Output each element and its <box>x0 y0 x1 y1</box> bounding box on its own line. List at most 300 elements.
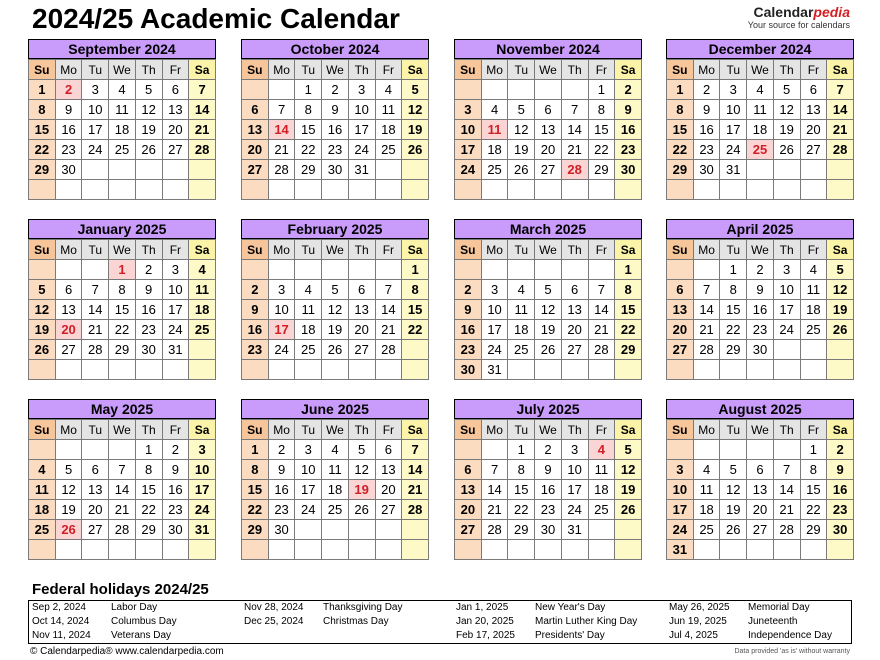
week-row <box>29 80 216 100</box>
holiday-name: Presidents' Day <box>535 630 605 641</box>
weekday-header: Tu <box>295 240 322 260</box>
day-cell <box>375 540 402 560</box>
day-cell <box>693 360 720 380</box>
week-row <box>455 340 642 360</box>
week-row <box>242 80 429 100</box>
day-cell: 12 <box>348 460 375 480</box>
day-cell <box>135 540 162 560</box>
day-cell: 22 <box>295 140 322 160</box>
day-cell: 17 <box>268 320 295 340</box>
weekday-header: Su <box>667 60 694 80</box>
weekday-header: Sa <box>402 240 429 260</box>
federal-holidays-title: Federal holidays 2024/25 <box>32 581 209 598</box>
holiday-date: Jul 4, 2025 <box>669 630 718 641</box>
weekday-header: Tu <box>295 60 322 80</box>
day-cell <box>588 540 615 560</box>
day-cell: 29 <box>109 340 136 360</box>
week-row <box>29 480 216 500</box>
day-cell: 17 <box>162 300 189 320</box>
day-cell: 9 <box>322 100 349 120</box>
day-cell: 30 <box>162 520 189 540</box>
weekday-header: Sa <box>615 240 642 260</box>
holiday-row <box>666 615 872 629</box>
holiday-name: Veterans Day <box>111 630 172 641</box>
day-cell: 3 <box>162 260 189 280</box>
month-title: August 2025 <box>666 399 854 419</box>
day-cell: 29 <box>720 340 747 360</box>
holiday-row <box>453 615 659 629</box>
day-cell: 9 <box>693 100 720 120</box>
holiday-row <box>241 615 447 629</box>
footer-copyright: © Calendarpedia® www.calendarpedia.com <box>30 646 224 657</box>
weekday-header: Sa <box>402 60 429 80</box>
week-row <box>29 540 216 560</box>
day-cell: 1 <box>667 80 694 100</box>
day-cell: 15 <box>508 480 535 500</box>
day-cell: 4 <box>322 440 349 460</box>
day-cell: 6 <box>348 280 375 300</box>
day-cell <box>402 360 429 380</box>
weekday-header: Mo <box>481 60 508 80</box>
day-cell: 28 <box>82 340 109 360</box>
day-cell: 8 <box>667 100 694 120</box>
week-row <box>455 260 642 280</box>
day-cell <box>508 180 535 200</box>
day-cell <box>402 180 429 200</box>
weekday-header: Tu <box>508 60 535 80</box>
day-cell: 5 <box>827 260 854 280</box>
week-row <box>667 320 854 340</box>
day-cell: 28 <box>268 160 295 180</box>
day-cell: 22 <box>242 500 269 520</box>
weekday-header: Mo <box>55 420 82 440</box>
holiday-date: Dec 25, 2024 <box>244 616 304 627</box>
day-cell: 10 <box>773 280 800 300</box>
weekday-header-row <box>455 60 642 80</box>
weekday-header-row <box>29 420 216 440</box>
day-cell: 14 <box>561 120 588 140</box>
day-cell: 6 <box>82 460 109 480</box>
day-cell: 14 <box>375 300 402 320</box>
day-cell: 16 <box>615 120 642 140</box>
day-cell <box>773 340 800 360</box>
day-cell: 11 <box>189 280 216 300</box>
day-cell: 17 <box>295 480 322 500</box>
day-cell <box>402 520 429 540</box>
day-cell: 15 <box>615 300 642 320</box>
day-cell: 15 <box>135 480 162 500</box>
weekday-header: Tu <box>82 60 109 80</box>
weekday-header: Su <box>29 420 56 440</box>
day-cell: 8 <box>29 100 56 120</box>
weekday-header: Fr <box>375 240 402 260</box>
day-cell: 5 <box>322 280 349 300</box>
day-cell: 11 <box>747 100 774 120</box>
day-cell: 11 <box>800 280 827 300</box>
day-cell: 14 <box>481 480 508 500</box>
week-row <box>667 480 854 500</box>
day-cell: 18 <box>375 120 402 140</box>
day-cell <box>773 360 800 380</box>
day-cell <box>535 180 562 200</box>
day-cell: 20 <box>55 320 82 340</box>
weekday-header: Mo <box>693 420 720 440</box>
day-cell: 8 <box>109 280 136 300</box>
day-cell: 3 <box>720 80 747 100</box>
day-cell: 22 <box>588 140 615 160</box>
weekday-header: We <box>109 420 136 440</box>
day-cell: 20 <box>800 120 827 140</box>
day-cell: 23 <box>268 500 295 520</box>
day-cell <box>189 160 216 180</box>
week-row <box>455 140 642 160</box>
day-cell: 6 <box>242 100 269 120</box>
day-cell <box>82 180 109 200</box>
weekday-header: Mo <box>481 240 508 260</box>
day-cell: 11 <box>375 100 402 120</box>
day-cell: 17 <box>189 480 216 500</box>
month-9 <box>241 399 429 560</box>
day-cell <box>693 440 720 460</box>
day-cell: 17 <box>773 300 800 320</box>
federal-holidays-table <box>28 600 852 644</box>
weekday-header: Tu <box>720 420 747 440</box>
day-cell: 29 <box>295 160 322 180</box>
day-cell: 23 <box>747 320 774 340</box>
day-cell <box>375 520 402 540</box>
day-cell <box>295 180 322 200</box>
week-row <box>29 280 216 300</box>
day-cell: 27 <box>747 520 774 540</box>
day-cell <box>348 360 375 380</box>
week-row <box>242 540 429 560</box>
day-cell <box>535 360 562 380</box>
weekday-header: Tu <box>295 420 322 440</box>
holiday-row <box>29 601 235 615</box>
day-cell: 10 <box>720 100 747 120</box>
day-cell: 9 <box>827 460 854 480</box>
day-cell: 4 <box>508 280 535 300</box>
day-cell: 10 <box>82 100 109 120</box>
day-cell: 2 <box>135 260 162 280</box>
logo-tagline: Your source for calendars <box>747 20 850 30</box>
day-cell: 25 <box>800 320 827 340</box>
weekday-header: Fr <box>588 60 615 80</box>
day-cell <box>481 80 508 100</box>
day-cell <box>800 160 827 180</box>
day-cell: 17 <box>455 140 482 160</box>
day-cell <box>827 180 854 200</box>
day-cell: 6 <box>162 80 189 100</box>
day-cell <box>455 180 482 200</box>
day-cell: 27 <box>82 520 109 540</box>
day-cell: 1 <box>242 440 269 460</box>
day-cell: 1 <box>109 260 136 280</box>
day-cell: 24 <box>773 320 800 340</box>
day-cell: 23 <box>615 140 642 160</box>
weekday-header-row <box>455 240 642 260</box>
day-cell: 28 <box>402 500 429 520</box>
week-row <box>455 100 642 120</box>
day-cell: 1 <box>29 80 56 100</box>
day-cell: 3 <box>348 80 375 100</box>
weekday-header-row <box>29 240 216 260</box>
day-cell: 12 <box>55 480 82 500</box>
day-cell: 21 <box>109 500 136 520</box>
day-cell: 20 <box>242 140 269 160</box>
day-cell: 1 <box>402 260 429 280</box>
day-cell: 25 <box>747 140 774 160</box>
day-cell: 10 <box>561 460 588 480</box>
day-cell: 13 <box>375 460 402 480</box>
day-cell: 24 <box>82 140 109 160</box>
weekday-header: Su <box>242 240 269 260</box>
day-cell <box>55 540 82 560</box>
week-row <box>242 300 429 320</box>
day-cell: 11 <box>295 300 322 320</box>
holiday-name: Columbus Day <box>111 616 177 627</box>
day-cell: 19 <box>322 320 349 340</box>
day-cell <box>82 160 109 180</box>
weekday-header: We <box>535 420 562 440</box>
weekday-header: Fr <box>162 420 189 440</box>
day-cell <box>720 360 747 380</box>
weekday-header: Su <box>455 240 482 260</box>
day-cell: 2 <box>535 440 562 460</box>
day-cell <box>615 540 642 560</box>
day-cell <box>82 360 109 380</box>
day-cell: 3 <box>268 280 295 300</box>
weekday-header: Fr <box>588 240 615 260</box>
month-8 <box>28 399 216 560</box>
day-cell: 2 <box>455 280 482 300</box>
day-cell <box>773 160 800 180</box>
day-cell: 3 <box>455 100 482 120</box>
weekday-header-row <box>242 420 429 440</box>
week-row <box>242 180 429 200</box>
day-cell: 11 <box>109 100 136 120</box>
day-cell: 22 <box>109 320 136 340</box>
week-row <box>29 120 216 140</box>
week-row <box>29 140 216 160</box>
week-row <box>455 120 642 140</box>
holiday-name: Memorial Day <box>748 602 810 613</box>
week-row <box>29 100 216 120</box>
day-cell: 1 <box>135 440 162 460</box>
week-row <box>242 260 429 280</box>
day-cell: 29 <box>135 520 162 540</box>
holiday-date: Feb 17, 2025 <box>456 630 515 641</box>
holiday-date: Nov 11, 2024 <box>32 630 91 641</box>
weekday-header-row <box>29 60 216 80</box>
day-cell: 9 <box>615 100 642 120</box>
week-row <box>242 320 429 340</box>
day-cell <box>800 540 827 560</box>
day-cell <box>29 260 56 280</box>
week-row <box>667 120 854 140</box>
day-cell <box>402 540 429 560</box>
month-6 <box>454 219 642 380</box>
holiday-name: New Year's Day <box>535 602 606 613</box>
month-title: May 2025 <box>28 399 216 419</box>
day-cell: 14 <box>402 460 429 480</box>
day-cell: 6 <box>561 280 588 300</box>
day-cell: 13 <box>82 480 109 500</box>
calendarpedia-logo[interactable] <box>748 4 850 31</box>
day-cell <box>189 340 216 360</box>
day-cell: 23 <box>693 140 720 160</box>
day-cell: 17 <box>561 480 588 500</box>
month-title: January 2025 <box>28 219 216 239</box>
weekday-header: Th <box>135 420 162 440</box>
day-cell: 10 <box>189 460 216 480</box>
day-cell: 29 <box>29 160 56 180</box>
day-cell <box>348 520 375 540</box>
day-cell: 13 <box>667 300 694 320</box>
day-cell: 15 <box>588 120 615 140</box>
weekday-header: Tu <box>508 240 535 260</box>
holiday-name: Labor Day <box>111 602 158 613</box>
day-cell: 24 <box>268 340 295 360</box>
day-cell <box>268 360 295 380</box>
day-cell <box>561 540 588 560</box>
weekday-header: Fr <box>588 420 615 440</box>
day-cell: 14 <box>109 480 136 500</box>
day-cell: 2 <box>747 260 774 280</box>
day-cell: 24 <box>481 340 508 360</box>
day-cell <box>773 540 800 560</box>
holiday-name: Martin Luther King Day <box>535 616 638 627</box>
day-cell <box>348 540 375 560</box>
day-cell: 19 <box>615 480 642 500</box>
day-cell <box>29 360 56 380</box>
day-cell: 13 <box>55 300 82 320</box>
week-row <box>455 300 642 320</box>
month-title: October 2024 <box>241 39 429 59</box>
day-cell: 21 <box>268 140 295 160</box>
month-7 <box>666 219 854 380</box>
day-cell: 26 <box>720 520 747 540</box>
day-cell: 10 <box>295 460 322 480</box>
day-cell: 30 <box>55 160 82 180</box>
day-cell <box>29 180 56 200</box>
day-cell: 21 <box>481 500 508 520</box>
day-cell: 3 <box>667 460 694 480</box>
weekday-header: We <box>747 60 774 80</box>
weekday-header: We <box>109 240 136 260</box>
day-cell: 6 <box>800 80 827 100</box>
week-row <box>667 360 854 380</box>
month-5 <box>241 219 429 380</box>
day-cell: 19 <box>135 120 162 140</box>
day-cell: 25 <box>322 500 349 520</box>
day-cell: 25 <box>295 340 322 360</box>
day-cell: 3 <box>481 280 508 300</box>
day-cell: 23 <box>322 140 349 160</box>
day-cell <box>588 360 615 380</box>
day-cell: 16 <box>55 120 82 140</box>
day-cell: 31 <box>348 160 375 180</box>
day-cell <box>268 180 295 200</box>
weekday-header: Th <box>135 60 162 80</box>
day-cell: 17 <box>667 500 694 520</box>
weekday-header: Su <box>29 240 56 260</box>
day-cell <box>508 80 535 100</box>
day-cell <box>242 260 269 280</box>
day-cell: 15 <box>720 300 747 320</box>
month-title: November 2024 <box>454 39 642 59</box>
month-title: December 2024 <box>666 39 854 59</box>
week-row <box>455 180 642 200</box>
day-cell: 15 <box>402 300 429 320</box>
day-cell: 27 <box>667 340 694 360</box>
day-cell: 22 <box>667 140 694 160</box>
day-cell <box>109 360 136 380</box>
day-cell: 26 <box>348 500 375 520</box>
weekday-header: Th <box>348 420 375 440</box>
day-cell <box>348 180 375 200</box>
weekday-header: Su <box>242 420 269 440</box>
day-cell <box>827 340 854 360</box>
day-cell: 19 <box>827 300 854 320</box>
day-cell: 27 <box>535 160 562 180</box>
day-cell <box>322 540 349 560</box>
week-row <box>667 540 854 560</box>
day-cell <box>508 540 535 560</box>
day-cell <box>295 360 322 380</box>
day-cell: 28 <box>588 340 615 360</box>
day-cell: 8 <box>800 460 827 480</box>
day-cell <box>693 260 720 280</box>
day-cell: 4 <box>693 460 720 480</box>
day-cell <box>720 180 747 200</box>
day-cell <box>481 540 508 560</box>
week-row <box>455 320 642 340</box>
day-cell: 26 <box>322 340 349 360</box>
weekday-header: Th <box>561 60 588 80</box>
day-cell: 1 <box>800 440 827 460</box>
weekday-header: Fr <box>375 60 402 80</box>
day-cell: 24 <box>162 320 189 340</box>
day-cell: 13 <box>561 300 588 320</box>
day-cell: 28 <box>561 160 588 180</box>
day-cell: 7 <box>481 460 508 480</box>
weekday-header: Th <box>348 240 375 260</box>
holiday-row <box>666 601 872 615</box>
day-cell: 9 <box>135 280 162 300</box>
weekday-header: Th <box>773 240 800 260</box>
day-cell: 10 <box>481 300 508 320</box>
weekday-header: We <box>747 420 774 440</box>
weekday-header: We <box>747 240 774 260</box>
day-cell <box>455 540 482 560</box>
day-cell <box>720 540 747 560</box>
day-cell: 22 <box>402 320 429 340</box>
day-cell: 18 <box>481 140 508 160</box>
day-cell: 7 <box>189 80 216 100</box>
day-cell <box>109 180 136 200</box>
holiday-row <box>453 601 659 615</box>
month-title: February 2025 <box>241 219 429 239</box>
day-cell: 1 <box>615 260 642 280</box>
day-cell: 7 <box>402 440 429 460</box>
day-cell: 2 <box>242 280 269 300</box>
day-cell: 30 <box>455 360 482 380</box>
day-cell: 12 <box>322 300 349 320</box>
day-cell: 31 <box>720 160 747 180</box>
week-row <box>455 440 642 460</box>
day-cell: 8 <box>242 460 269 480</box>
